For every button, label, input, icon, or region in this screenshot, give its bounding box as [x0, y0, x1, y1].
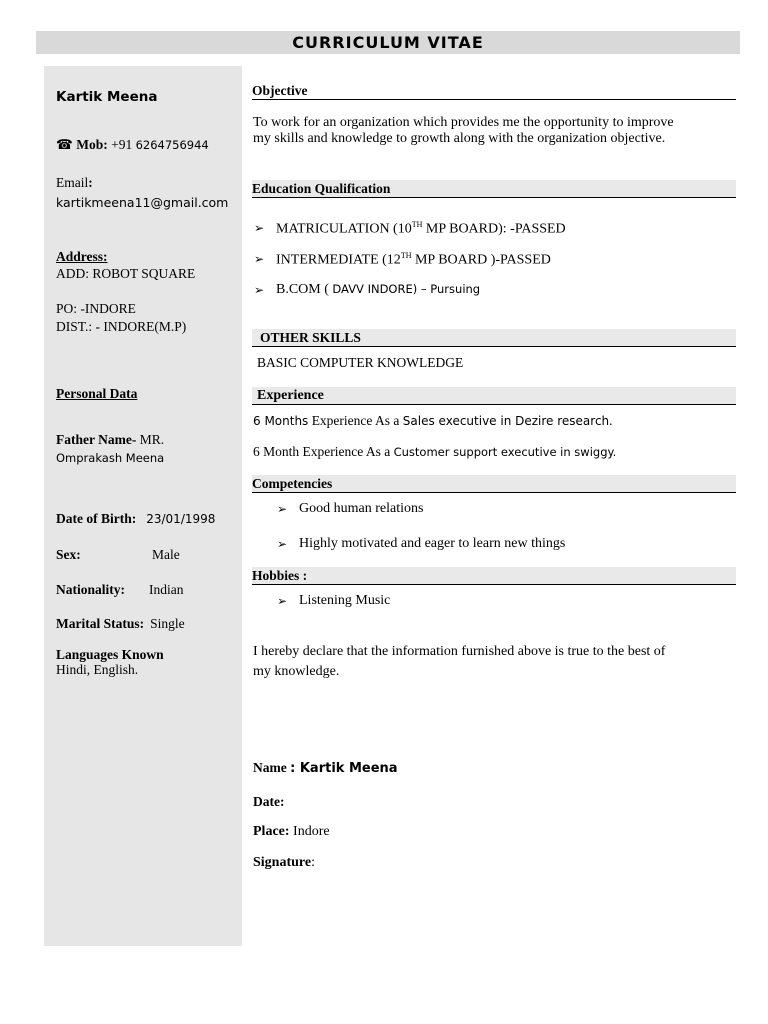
- name-value: : Kartik Meena: [290, 761, 398, 776]
- dob-value: 23/01/1998: [146, 512, 216, 526]
- dob-row: [56, 511, 215, 527]
- languages-value: Hindi, English.: [56, 662, 139, 677]
- signature-row: [253, 855, 315, 871]
- exp2-text: 6 Month Experience As a: [253, 444, 394, 459]
- name-label: Name: [253, 760, 287, 775]
- exp1-role: Sales executive in Dezire research: [402, 414, 610, 428]
- marital-label: Marital Status:: [56, 616, 145, 631]
- signature-label: Signature: [253, 855, 312, 870]
- bcom-prefix: B.COM (: [276, 282, 333, 297]
- father-name: Omprakash Meena: [56, 451, 165, 465]
- bcom-detail: DAVV INDORE) – Pursuing: [332, 282, 481, 296]
- mobile-row: [56, 137, 209, 153]
- skills-text: BASIC COMPUTER KNOWLEDGE: [257, 355, 464, 370]
- nationality-label: Nationality:: [56, 582, 125, 597]
- hobbies-heading: Hobbies :: [252, 567, 736, 585]
- address-line-1: ADD: ROBOT SQUARE: [56, 266, 196, 281]
- experience-item-1: 6 Months Experience As a Sales executive in Dezire research.: [253, 413, 613, 428]
- exp1-text: Experience As a: [308, 413, 403, 428]
- exp2-role: Customer support executive in swiggy.: [393, 445, 617, 459]
- page-title: CURRICULUM VITAE: [292, 33, 484, 52]
- place-value: Indore: [289, 824, 330, 839]
- objective-line-1: To work for an organization which provides me the opportunity to improve: [253, 115, 674, 130]
- personal-data-label: Personal Data: [56, 386, 138, 401]
- signoff-name-row: [253, 760, 398, 776]
- education-bullet-icon: ➢: [254, 283, 265, 297]
- address-line-2: PO: -INDORE: [56, 301, 136, 316]
- place-row: [253, 824, 330, 840]
- competency-bullet-icon: ➢: [277, 502, 288, 516]
- email-label: Email: [56, 175, 89, 190]
- competency-item-2: Highly motivated and eager to learn new things: [299, 536, 566, 551]
- sex-label: Sex:: [56, 547, 81, 562]
- place-label: Place:: [253, 824, 290, 839]
- title-bar: [36, 31, 740, 54]
- exp1-duration: 6 Months: [253, 414, 309, 428]
- email-colon: :: [88, 175, 93, 190]
- competencies-heading: Competencies: [252, 475, 736, 493]
- mob-prefix: +91: [111, 137, 133, 152]
- mob-label: Mob:: [76, 137, 108, 152]
- signature-colon: :: [311, 855, 315, 870]
- email-label-row: [56, 175, 93, 191]
- hobby-bullet-icon: ➢: [277, 594, 288, 608]
- address-line-3: DIST.: - INDORE(M.P): [56, 319, 187, 334]
- declaration-line-1: I hereby declare that the information furnished above is true to the best of: [253, 644, 666, 659]
- email-value: kartikmeena11@gmail.com: [56, 195, 229, 210]
- education-item-2: INTERMEDIATE (12TH MP BOARD )-PASSED: [276, 251, 551, 268]
- marital-value: Single: [150, 616, 185, 631]
- education-heading: Education Qualification: [252, 180, 736, 198]
- education-bullet-icon: ➢: [254, 221, 265, 235]
- sex-value: Male: [152, 547, 180, 562]
- mob-number: 6264756944: [135, 138, 209, 152]
- competency-bullet-icon: ➢: [277, 537, 288, 551]
- languages-label: Languages Known: [56, 647, 164, 662]
- dob-label: Date of Birth:: [56, 511, 137, 526]
- hobby-item-1: Listening Music: [299, 593, 391, 608]
- nationality-value: Indian: [149, 582, 184, 597]
- skills-heading: OTHER SKILLS: [252, 329, 736, 347]
- objective-line-2: my skills and knowledge to growth along with the organization objective.: [253, 131, 666, 146]
- education-item-3: [276, 282, 480, 298]
- competency-item-1: Good human relations: [299, 501, 424, 516]
- experience-heading: Experience: [252, 387, 736, 405]
- candidate-name: Kartik Meena: [56, 89, 158, 105]
- phone-icon: ☎: [56, 137, 73, 152]
- experience-item-2: [253, 444, 616, 460]
- declaration-line-2: my knowledge.: [253, 664, 340, 679]
- father-prefix: MR.: [136, 432, 165, 447]
- date-label: Date:: [253, 794, 285, 809]
- education-bullet-icon: ➢: [254, 252, 265, 266]
- father-label: Father Name-: [56, 432, 137, 447]
- address-label: Address:: [56, 249, 108, 264]
- education-item-1: MATRICULATION (10TH MP BOARD): -PASSED: [276, 220, 566, 237]
- father-row: [56, 432, 164, 448]
- objective-heading: Objective: [252, 82, 736, 100]
- marital-row: [56, 616, 185, 632]
